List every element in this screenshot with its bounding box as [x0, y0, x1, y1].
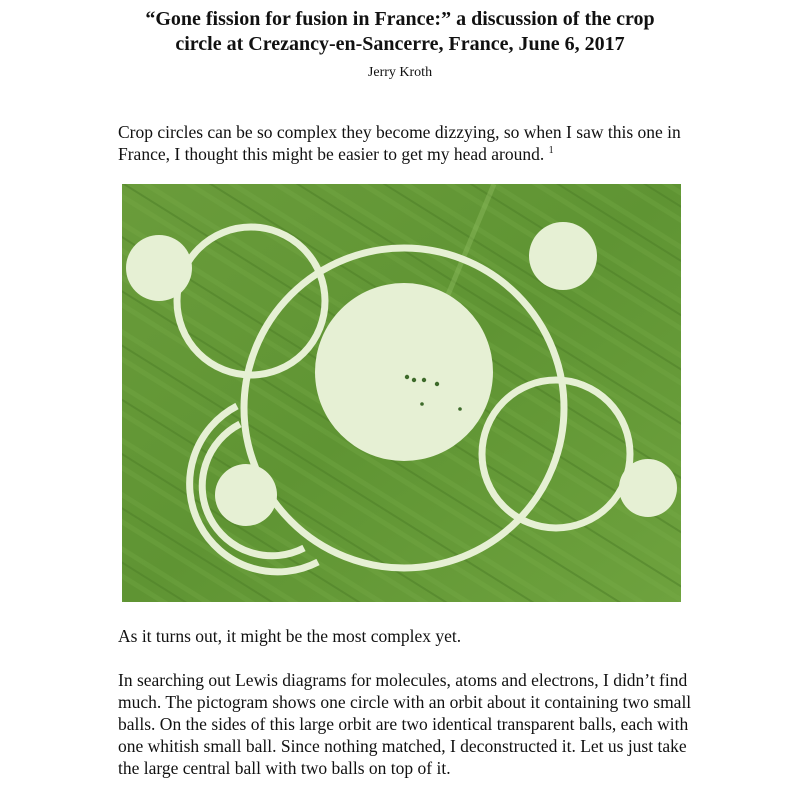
paragraph-3: In searching out Lewis diagrams for molecules, atoms and electrons, I didn’t find much. The pictogram shows one circle with an orbit about it containing two small balls. On the sides of this large orbit are two identical transparent balls, each with one whitish small ball. Since nothing matched, I deconstructed it. Let us just take the large central ball with two balls on top of it.	[118, 670, 692, 778]
crop-circle-image	[122, 184, 681, 602]
author-name: Jerry Kroth	[367, 65, 433, 80]
intro-text: Crop circles can be so complex they become dizzying, so when I saw this one in France, I thought this might be easier to get my head around.	[118, 122, 681, 164]
crop-circle-photo	[122, 184, 681, 602]
footnote-marker[interactable]: 1	[548, 145, 554, 157]
paragraph-2: As it turns out, it might be the most complex yet.	[118, 626, 462, 646]
central-disc	[315, 283, 493, 461]
lower-left-ball	[215, 464, 277, 526]
title-line-2: circle at Crezancy-en-Sancerre, France, June 6, 2017	[175, 33, 625, 55]
top-left-ball	[126, 235, 192, 301]
document-title	[60, 7, 740, 57]
top-right-ball	[529, 222, 597, 290]
title-line-1: “Gone fission for fusion in France:” a discussion of the crop	[145, 8, 655, 30]
intro-paragraph	[118, 121, 698, 165]
right-ball	[619, 459, 677, 517]
